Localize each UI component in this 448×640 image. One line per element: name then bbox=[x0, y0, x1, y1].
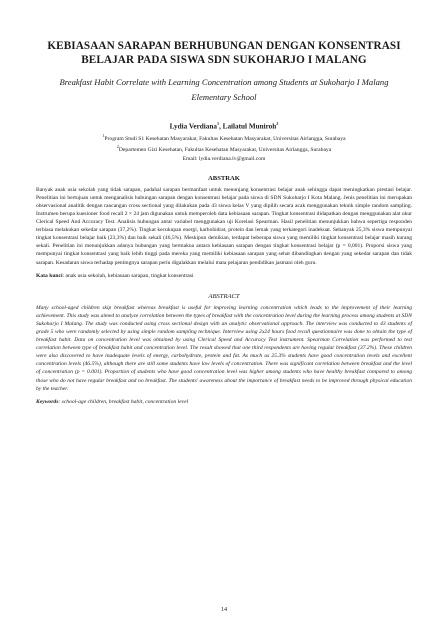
affiliation-1 bbox=[36, 132, 412, 143]
author-1: Lydia Verdiana bbox=[169, 122, 217, 131]
author-1-affil: 1 bbox=[216, 121, 220, 126]
kata-kunci-label: Kata kunci bbox=[36, 272, 63, 279]
affiliation-1-text: Program Studi S1 Kesehatan Masyarakat, Fakultas Kesehatan Masyarakat, Universitas Airlangga, Surabaya bbox=[104, 136, 346, 143]
paper-subtitle-line-1: Breakfast Habit Correlate with Learning Concentration among Students at Sukoharjo I Malang bbox=[59, 77, 389, 87]
abstract-body: Many school-aged children skip breakfast whereas breakfast is useful for improving learning concentration which leads to the improvement of their learning achievement. This study was aimed to analyze correlation between the types of breakfast with the concentration level during the learning process among students at SDN Sukoharjo I Malang. The study was conducted using cross sectional design with an analytic observational approach. The interview was conducted to 43 students of grade 5 who were randomly selected by using simple random sampling technique. Interview using 2x24 hours food recall questionnaire was done to obtain the type of breakfast habit. Data on concentration level was obtained by using Clerical Speed and Accuracy Test instrument. Spearman Correlation was performed to test correlation between type of breakfast habit and concentration level. The result showed that one third respondents are having regular breakfast (37.2%). These children were also discovered to have inadequate levels of energy, carbohydrate, protein and fat. As much as 25.3% students have good concentration levels and excellent concentration levels (46.5%), although there are still some students have low levels of concentration. There was significant correlation between breakfast and the level of concentration (p = 0.001). Proportion of students who have good concentration level was higher among students who have healthy breakfast compared to among those who do not have regular breakfast and no breakfast. The students' awareness about the importance of breakfast needs to be improved through physical education by the teacher. bbox=[36, 304, 412, 392]
abstrak-body: Banyak anak usia sekolah yang tidak sarapan, padahal sarapan bermanfaat untuk menunjang konsentrasi belajar anak sehingga dapat meningkatkan prestasi belajar. Penelitian ini bertujuan untuk menganalisis hubungan sarapan dengan konsentrasi belajar pada siswa di SDN Sukoharjo I Kota Malang. Jenis penelitian ini merupakan observasional analitik dengan rancangan cross sectional yang dilakukan pada 43 siswa kelas V yang dipilih secara acak menggunakan teknik simple random sampling. Instrumen berupa kuesioner food recall 2 × 24 jam digunakan untuk memperoleh data kebiasaan sarapan. Tingkat konsentrasi didapatkan dengan menggunakan alat ukur Clerical Speed And Accuracy Test. Analisis hubungan antar variabel menggunakan uji Korelasi Spearman. Hasil penelitian menunjukkan bahwa sepertiga responden terbiasa melakukan sekedar sarapan (37,2%). Tingkat kecukupan energi, karbohidrat, protein dan lemak yang terkategori inadekuat. Sebanyak 25,3% siswa mempunyai tingkat konsentrasi belajar baik (23,3%) dan baik sekali (46,5%). Meskipun demikian, terdapat beberapa siswa yang memiliki tingkat konsentrasi belajar masih kurang sekali. Penelitian ini menunjukkan adanya hubungan yang bermakna antara kebiasaan sarapan dengan tingkat konsentrasi belajar (p = 0,001). Proporsi siswa yang mempunyai tingkat konsentrasi yang baik lebih tinggi pada mereka yang memiliki kebiasaan sarapan yang sehat dibandingkan dengan yang sekedar sarapan dan tidak sarapan. Kesadaran siswa terhadap pentingnya sarapan perlu digalakkan melalui mata pelajaran pendidikan jasmani oleh guru. bbox=[36, 186, 412, 266]
paper-subtitle bbox=[36, 75, 412, 105]
affiliations bbox=[36, 132, 412, 162]
author-separator: , bbox=[219, 122, 223, 131]
kata-kunci-text: : anak usia sekolah, kebiasaan sarapan, tingkat konsentrasi bbox=[62, 272, 194, 279]
affiliation-2-mark: 2 bbox=[116, 144, 119, 150]
paper-title-line-2: BELAJAR PADA SISWA SDN SUKOHARJO I MALANG bbox=[81, 53, 367, 66]
page-number: 14 bbox=[220, 606, 228, 613]
abstract-heading: ABSTRACT bbox=[208, 292, 240, 300]
affiliation-2-text: Departemen Gizi Kesehatan, Fakultas Kesehatan Masyarakat, Universitas Airlangga, Surabaya bbox=[118, 147, 332, 154]
affiliation-2 bbox=[36, 143, 412, 154]
kata-kunci bbox=[36, 273, 412, 279]
paper-title-line-1: KEBIASAAN SARAPAN BERHUBUNGAN DENGAN KONSENTRASI bbox=[47, 40, 401, 52]
author-2: Lailatul Muniroh bbox=[222, 122, 277, 131]
paper-title bbox=[36, 40, 412, 67]
affiliation-1-mark: 1 bbox=[102, 133, 105, 139]
author-2-affil: 2 bbox=[276, 121, 279, 126]
author-list bbox=[36, 121, 412, 130]
abstrak-heading: ABSTRAK bbox=[208, 174, 240, 182]
keywords-label: Keywords bbox=[36, 398, 59, 405]
keywords-text: : school-age children, breakfast habit, concentration level bbox=[58, 398, 189, 405]
paper-subtitle-line-2: Elementary School bbox=[191, 92, 257, 102]
keywords bbox=[36, 399, 412, 405]
author-email: Email: lydia.verdiana.lv@gmail.com bbox=[182, 155, 266, 162]
